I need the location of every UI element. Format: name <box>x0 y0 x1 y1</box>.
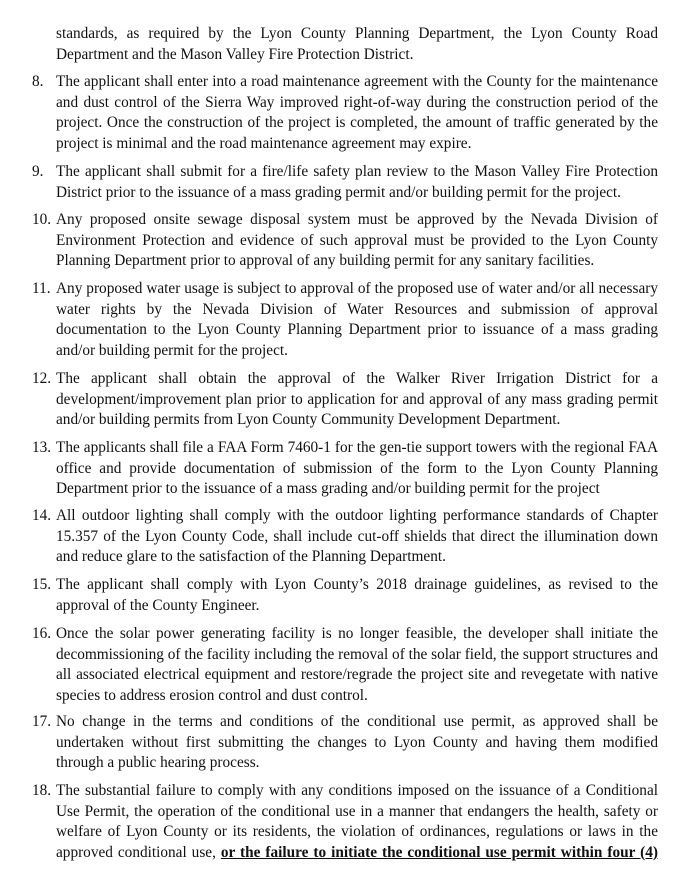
item-number: 9. <box>32 163 44 180</box>
item-number: 18. <box>32 782 52 799</box>
item-number: 15. <box>32 576 52 593</box>
item-text-plain: The substantial failure to comply with any conditions imposed on the issuance of a Conditional Use Permit, the operation of the conditional use in a manner that endangers the health, safety or welfare of Lyon County or its residents, the violation of ordinances, regulations or laws in the approved conditional use, <box>56 782 658 861</box>
item-text: Any proposed onsite sewage disposal system must be approved by the Nevada Division of Environment Protection and evidence of such approval must be provided to the Lyon County Planning Department prior to approval of any building permit for any sanitary facilities. <box>56 211 658 270</box>
item-text-emphasis: or the failure to initiate the conditional use permit within four (4) <box>220 843 658 861</box>
item-number: 16. <box>32 625 52 642</box>
item-text: The applicant shall obtain the approval of the Walker River Irrigation District for a development/improvement plan prior to application for and approval of any mass grading permit and/or building permits from Lyon County Community Development Department. <box>56 370 658 429</box>
item-number: 8. <box>32 73 44 90</box>
item-text: The applicant shall enter into a road maintenance agreement with the County for the maintenance and dust control of the Sierra Way improved right-of-way during the construction period of the project. Once the construction of the project is completed, the amount of traffic generated by the project is minimal and the road maintenance agreement may expire. <box>56 73 658 152</box>
item-text: Once the solar power generating facility is no longer feasible, the developer shall initiate the decommissioning of the facility including the removal of the solar field, the support structures and all associated electrical equipment and restore/regrade the project site and revegetate with native species to address erosion control and dust control. <box>56 625 658 704</box>
item-text: The applicant shall comply with Lyon County’s 2018 drainage guidelines, as revised to the approval of the County Engineer. <box>56 576 658 614</box>
item-number: 17. <box>32 713 52 730</box>
item-text <box>56 781 658 863</box>
item-number: 12. <box>32 370 52 387</box>
continuation-paragraph: standards, as required by the Lyon County Planning Department, the Lyon County Road Department and the Mason Valley Fire Protection District. <box>56 25 658 63</box>
item-text: The applicants shall file a FAA Form 7460-1 for the gen-tie support towers with the regional FAA office and provide documentation of submission of the form to the Lyon County Planning Department prior to the issuance of a mass grading and/or building permit for the project <box>56 439 658 498</box>
item-text: All outdoor lighting shall comply with the outdoor lighting performance standards of Chapter 15.357 of the Lyon County Code, shall include cut-off shields that direct the illumination down and reduce glare to the satisfaction of the Planning Department. <box>56 507 658 566</box>
item-number: 14. <box>32 507 52 524</box>
item-number: 11. <box>32 280 51 297</box>
item-text: Any proposed water usage is subject to approval of the proposed use of water and/or all necessary water rights by the Nevada Division of Water Resources and submission of approval documentation to the Lyon County Planning Department prior to issuance of a mass grading and/or building permit for the project. <box>56 280 658 359</box>
item-number: 10. <box>32 211 52 228</box>
item-number: 13. <box>32 439 52 456</box>
item-text: The applicant shall submit for a fire/life safety plan review to the Mason Valley Fire Protection District prior to the issuance of a mass grading permit and/or building permit for the project. <box>56 163 658 201</box>
item-text: No change in the terms and conditions of the conditional use permit, as approved shall be undertaken without first submitting the changes to Lyon County and having them modified through a public hearing process. <box>56 713 658 772</box>
